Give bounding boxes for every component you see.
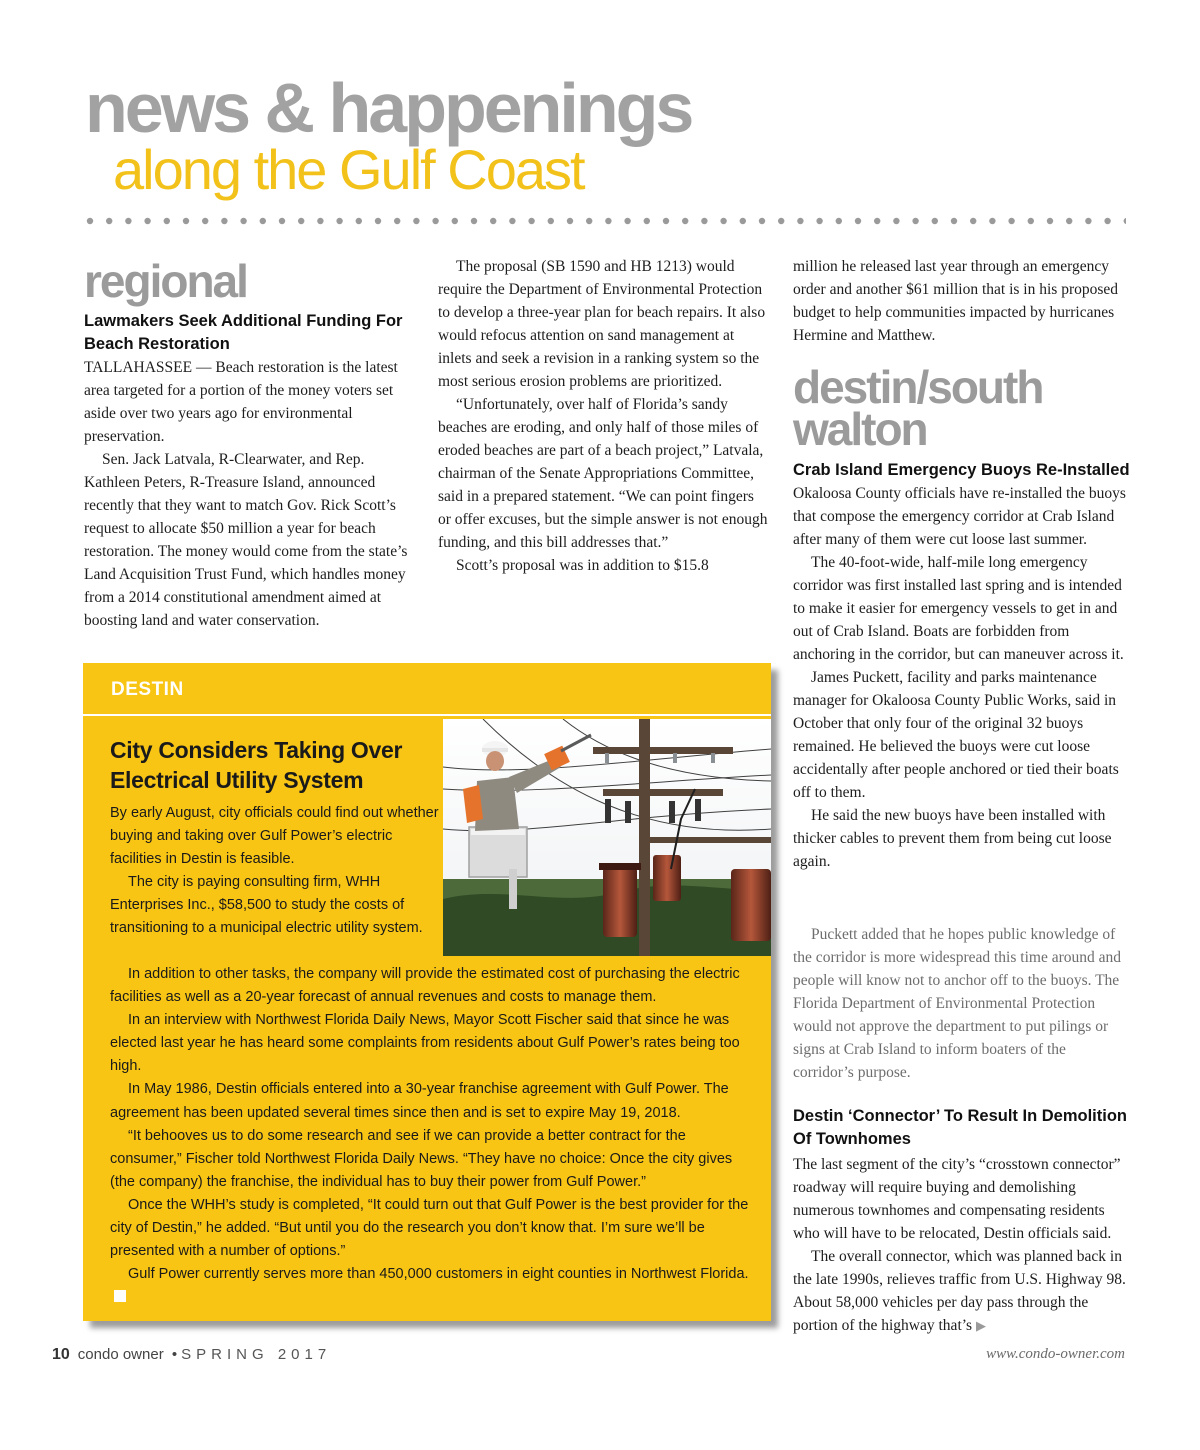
divider-dot (778, 218, 784, 224)
paragraph: The last segment of the city’s “crosstown connector” roadway will require buying and demolishing numerous townhomes and compensating residents who will have to be relocated, Destin officials said. (793, 1156, 1121, 1242)
divider-dot (816, 218, 822, 224)
divider-dot (624, 218, 630, 224)
divider-dot (663, 218, 669, 224)
divider-dot (490, 218, 496, 224)
article-headline-crab-island: Crab Island Emergency Buoys Re-Installed (793, 461, 1130, 479)
divider-dot (183, 218, 189, 224)
divider-dot (836, 218, 842, 224)
divider-dot (893, 218, 899, 224)
divider-dot (298, 218, 304, 224)
article-headline-destin-connector: Destin ‘Connector’ To Result In Demolition Of Townhomes (793, 1107, 1127, 1148)
divider-dot (1124, 218, 1126, 224)
divider-dot (951, 218, 957, 224)
divider-dot (144, 218, 150, 224)
page-number: 10 (52, 1346, 70, 1363)
article-body-crab-island-continued (793, 923, 1126, 1084)
divider-dot (740, 218, 746, 224)
divider-dot (970, 218, 976, 224)
divider-dot (644, 218, 650, 224)
paragraph: Okaloosa County officials have re-installed the buoys that compose the emergency corridor at Crab Island after many of them were cut loose last summer. (793, 485, 1126, 548)
paragraph: In May 1986, Destin officials entered into a 30-year franchise agreement with Gulf Power. The agreement has been updated several times since then and is set to expire May 19, 2018. (110, 1081, 729, 1121)
utility-worker-photo (443, 719, 771, 956)
divider-dot (1028, 218, 1034, 224)
paragraph: Once the WHH’s study is completed, “It could turn out that Gulf Power is the best provider for the city of Destin,” he added. “But until you do the research you don’t know that. I’m sure we’ll be presented with a number of options.” (110, 1196, 749, 1260)
category-label: DESTIN (111, 679, 184, 700)
divider-dot (125, 218, 131, 224)
article-body-destin-connector (793, 1153, 1126, 1338)
destin-sidebar-box (83, 663, 771, 1321)
divider-dot (567, 218, 573, 224)
paragraph: The proposal (SB 1590 and HB 1213) would require the Department of Environmental Protection to develop a three-year plan for beach repairs. It also would refocus attention on sand management at inlets and seek a revision in a ranking system so the most serious erosion problems are prioritized. (438, 258, 766, 390)
paragraph: Sen. Jack Latvala, R-Clearwater, and Rep. Kathleen Peters, R-Treasure Island, announced recently that they want to match Gov. Rick Scott’s request to allocate $50 million a year for beach restoration. The money would come from the state’s Land Acquisition Trust Fund, which handles money from a 2014 constitutional amendment aimed at boosting land and water conservation. (84, 451, 408, 629)
divider-dot (336, 218, 342, 224)
paragraph: The city is paying consulting firm, WHH Enterprises Inc., $58,500 to study the costs of transitioning to a municipal electric utility system. (110, 874, 423, 937)
paragraph: The 40-foot-wide, half-mile long emergency corridor was first installed last spring and is intended to make it easier for emergency vessels to get in and out of Crab Island. Boats are forbidden from anchoring in the corridor, but can maneuver across it. (793, 554, 1124, 663)
section-heading-line: destin/south (793, 361, 1043, 413)
divider-dot (989, 218, 995, 224)
divider-dot (432, 218, 438, 224)
box-category-tag (83, 663, 771, 715)
divider-dot (413, 218, 419, 224)
divider-dot (375, 218, 381, 224)
divider-dot (452, 218, 458, 224)
paragraph: In addition to other tasks, the company will provide the estimated cost of purchasing the electric facilities as well as a 20-year forecast of annual revenues and costs to manage them. (110, 966, 740, 1006)
divider-dot (509, 218, 515, 224)
paragraph: “It behooves us to do some research and see if we can provide a better contract for the consumer,” Fischer told Northwest Florida Daily News. “They have no choice: Once the city gives (the company) the franchise, the individual has to buy their power from Gulf Power.” (110, 1127, 733, 1190)
paragraph: Puckett added that he hopes public knowledge of the corridor is more widespread this time around and people will know not to anchor off to the buoys. The Florida Department of Environmental Protection would not approve the department to put pilings or signs at Crab Island to inform boaters of the corridor’s purpose. (793, 926, 1121, 1081)
article-body-column-3-continuation (793, 255, 1128, 347)
box-body-narrow (110, 802, 440, 941)
paragraph: By early August, city officials could find out whether buying and taking over Gulf Power’s electric facilities in Destin is feasible. (110, 805, 439, 868)
box-body-wide (110, 963, 750, 1309)
dotted-divider (86, 215, 1126, 227)
paragraph (110, 1263, 750, 1309)
paragraph-text: The overall connector, which was planned back in the late 1990s, relieves traffic from U.S. Highway 98. About 58,000 vehicles per day pass through the portion of the highway that’s (793, 1248, 1126, 1334)
paragraph: “Unfortunately, over half of Florida’s sandy beaches are eroding, and only half of those miles of eroded beaches are part of a beach project,” Latvala, chairman of the Senate Appropriations Committee, said in a prepared statement. “We can point fingers or offer excuses, but the simple answer is not enough funding, and this bill addresses that.” (438, 396, 768, 551)
divider-dot (202, 218, 208, 224)
paragraph: million he released last year through an emergency order and another $61 million that is in his proposed budget to help communities impacted by hurricanes Hermine and Matthew. (793, 258, 1119, 344)
divider-dot (164, 218, 170, 224)
section-heading-regional: regional (84, 255, 247, 307)
end-of-story-mark (114, 1290, 126, 1302)
footer-website[interactable]: www.condo-owner.com (986, 1346, 1125, 1362)
paragraph-text: Gulf Power currently serves more than 450,000 customers in eight counties in Northwest Florida. (128, 1266, 749, 1283)
divider-dot (1085, 218, 1091, 224)
article-body-crab-island (793, 482, 1126, 873)
paragraph: TALLAHASSEE — Beach restoration is the latest area targeted for a portion of the money voters set aside over two years ago for environmental preservation. (84, 359, 398, 445)
divider-dot (720, 218, 726, 224)
divider-dot (874, 218, 880, 224)
page-subtitle: along the Gulf Coast (113, 138, 584, 201)
divider-dot (317, 218, 323, 224)
publication-name: condo owner (77, 1346, 164, 1363)
box-divider (83, 714, 771, 716)
divider-dot (394, 218, 400, 224)
continue-arrow-icon: ▶ (975, 1319, 986, 1334)
divider-dot (586, 218, 592, 224)
section-heading-destin-south-walton (793, 361, 1043, 455)
divider-dot (240, 218, 246, 224)
divider-dot (87, 218, 93, 224)
box-headline: City Considers Taking Over Electrical Utility System (110, 737, 403, 793)
divider-dot (528, 218, 534, 224)
paragraph (793, 1245, 1126, 1338)
divider-dot (797, 218, 803, 224)
paragraph: He said the new buoys have been installed with thicker cables to prevent them from being cut loose again. (793, 807, 1112, 870)
divider-dot (912, 218, 918, 224)
divider-dot (471, 218, 477, 224)
divider-dot (701, 218, 707, 224)
issue-label: SPRING 2017 (181, 1346, 332, 1363)
divider-dot (1047, 218, 1053, 224)
footer-folio (52, 1346, 331, 1364)
paragraph: James Puckett, facility and parks maintenance manager for Okaloosa County Public Works, said in October that only four of the original 32 buoys remained. He believed the buoys were cut loose accidentally after people anchored or tied their boats off to them. (793, 669, 1119, 801)
divider-dot (221, 218, 227, 224)
article-body-column-2 (438, 255, 770, 577)
divider-dot (1104, 218, 1110, 224)
divider-dot (759, 218, 765, 224)
paragraph: Scott’s proposal was in addition to $15.8 (456, 557, 709, 574)
divider-dot (106, 218, 112, 224)
article-headline-beach-restoration: Lawmakers Seek Additional Funding For Beach Restoration (84, 312, 403, 353)
divider-dot (260, 218, 266, 224)
divider-dot (279, 218, 285, 224)
article-body-column-1 (84, 356, 416, 632)
footer-bullet: • (171, 1346, 178, 1363)
divider-dot (682, 218, 688, 224)
paragraph: In an interview with Northwest Florida Daily News, Mayor Scott Fischer said that since he was elected last year he has heard some complaints from residents about Gulf Power’s rates being too high. (110, 1012, 740, 1075)
section-heading-line: walton (793, 403, 927, 455)
divider-dot (548, 218, 554, 224)
page-title: news & happenings (85, 69, 692, 147)
divider-dot (855, 218, 861, 224)
divider-dot (1066, 218, 1072, 224)
divider-dot (356, 218, 362, 224)
divider-dot (932, 218, 938, 224)
divider-dot (605, 218, 611, 224)
divider-dot (1008, 218, 1014, 224)
